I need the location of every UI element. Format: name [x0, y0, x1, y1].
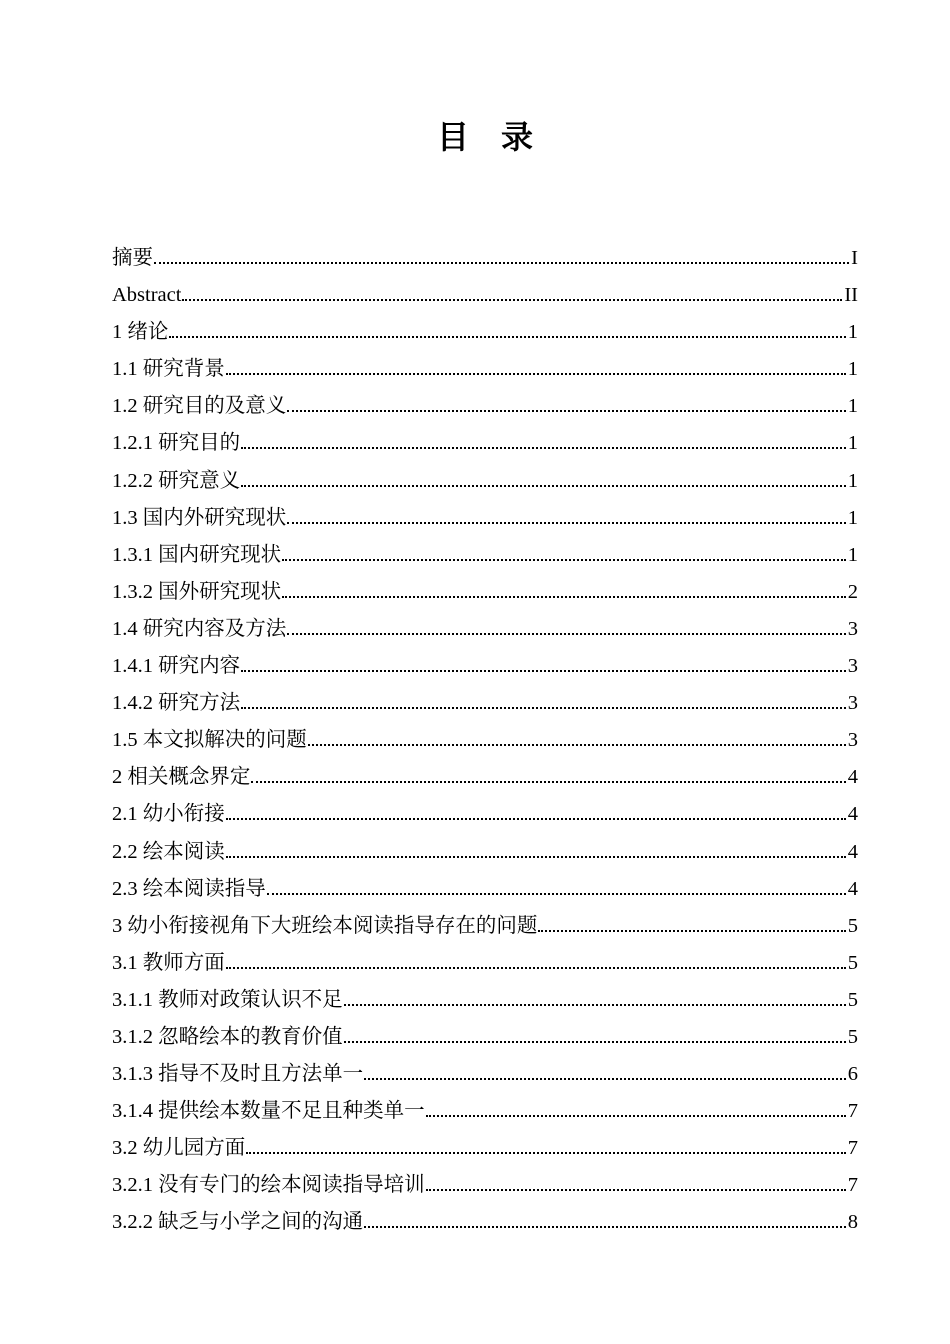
toc-page-number: 4 — [847, 803, 858, 826]
toc-entry[interactable] — [112, 240, 858, 277]
toc-page-number: 1 — [847, 358, 858, 381]
toc-entry[interactable] — [112, 1019, 858, 1056]
toc-page-number: 5 — [847, 988, 858, 1011]
toc-entry-label: 1.2.1 研究目的 — [112, 432, 241, 455]
toc-entry[interactable] — [112, 388, 858, 425]
toc-leader-dots — [241, 447, 846, 449]
toc-entry[interactable] — [112, 277, 858, 314]
toc-entry-label: 1.4.2 研究方法 — [112, 692, 241, 715]
toc-entry[interactable] — [112, 796, 858, 833]
toc-leader-dots — [287, 633, 846, 635]
toc-entry-label: 2.2 绘本阅读 — [112, 840, 225, 863]
toc-entry-label: 3.1.1 教师对政策认识不足 — [112, 988, 343, 1011]
toc-leader-dots — [344, 1004, 846, 1006]
toc-leader-dots — [182, 299, 842, 301]
toc-entry-label: 3.1.2 忽略绘本的教育价值 — [112, 1025, 343, 1048]
toc-page-number: 3 — [847, 729, 858, 752]
toc-page-number: 4 — [847, 840, 858, 863]
toc-leader-dots — [226, 967, 846, 969]
toc-entry[interactable] — [112, 500, 858, 537]
toc-leader-dots — [267, 893, 846, 895]
toc-page-number: 2 — [847, 580, 858, 603]
toc-leader-dots — [287, 522, 846, 524]
toc-entry-label: 3.2.1 没有专门的绘本阅读指导培训 — [112, 1174, 425, 1197]
toc-entry-label: 3.1.3 指导不及时且方法单一 — [112, 1063, 364, 1086]
toc-leader-dots — [246, 1152, 846, 1154]
toc-page-number: 7 — [847, 1137, 858, 1160]
toc-entry-label: 3 幼小衔接视角下大班绘本阅读指导存在的问题 — [112, 914, 538, 937]
toc-entry-label: 2 相关概念界定 — [112, 766, 251, 789]
toc-page-number: I — [851, 247, 858, 269]
toc-entry[interactable] — [112, 908, 858, 945]
toc-entry[interactable] — [112, 425, 858, 462]
toc-leader-dots — [251, 781, 845, 783]
toc-leader-dots — [226, 373, 846, 375]
toc-leader-dots — [241, 670, 846, 672]
toc-page-number: 1 — [847, 395, 858, 418]
toc-entry-label: 1.2.2 研究意义 — [112, 469, 241, 492]
toc-entry[interactable] — [112, 574, 858, 611]
toc-page-number: 4 — [847, 766, 858, 789]
toc-page-number: 1 — [847, 506, 858, 529]
toc-entry[interactable] — [112, 945, 858, 982]
toc-entry-label: 3.1.4 提供绘本数量不足且种类单一 — [112, 1100, 425, 1123]
toc-page-number: 5 — [847, 914, 858, 937]
toc-page-number: 3 — [847, 692, 858, 715]
toc-entry[interactable] — [112, 1167, 858, 1204]
toc-entry-label: 3.2.2 缺乏与小学之间的沟通 — [112, 1211, 364, 1234]
toc-entry-label: 1.5 本文拟解决的问题 — [112, 729, 307, 752]
toc-entry[interactable] — [112, 648, 858, 685]
toc-page-number: II — [844, 284, 858, 307]
toc-leader-dots — [287, 410, 846, 412]
toc-entry-label: 1 绪论 — [112, 321, 169, 344]
toc-entry[interactable] — [112, 759, 858, 796]
toc-entry-label: 1.3.2 国外研究现状 — [112, 580, 282, 603]
toc-entry-label: 1.3.1 国内研究现状 — [112, 543, 282, 566]
toc-entry[interactable] — [112, 1093, 858, 1130]
toc-leader-dots — [241, 485, 846, 487]
toc-entry-label: 1.3 国内外研究现状 — [112, 506, 287, 529]
toc-entry[interactable] — [112, 834, 858, 871]
toc-entry[interactable] — [112, 463, 858, 500]
toc-entry-label: 3.2 幼儿园方面 — [112, 1137, 246, 1160]
toc-leader-dots — [226, 856, 846, 858]
toc-leader-dots — [426, 1115, 846, 1117]
toc-leader-dots — [364, 1078, 846, 1080]
toc-entry[interactable] — [112, 611, 858, 648]
toc-entry-label: 1.1 研究背景 — [112, 358, 225, 381]
toc-leader-dots — [241, 707, 846, 709]
toc-page-number: 1 — [847, 321, 858, 344]
toc-entry[interactable] — [112, 351, 858, 388]
toc-page-number: 7 — [847, 1174, 858, 1197]
toc-page-number: 1 — [847, 543, 858, 566]
toc-entry-label: 摘要 — [112, 247, 153, 269]
toc-leader-dots — [538, 930, 845, 932]
toc-leader-dots — [364, 1226, 846, 1228]
toc-entry-label: 2.1 幼小衔接 — [112, 803, 225, 826]
toc-entry-label: Abstract — [112, 284, 182, 307]
toc-leader-dots — [282, 596, 846, 598]
toc-page-number: 4 — [847, 877, 858, 900]
toc-page-number: 6 — [847, 1063, 858, 1086]
toc-leader-dots — [426, 1189, 846, 1191]
toc-leader-dots — [308, 744, 846, 746]
toc-entry[interactable] — [112, 314, 858, 351]
toc-leader-dots — [169, 336, 845, 338]
toc-entry[interactable] — [112, 685, 858, 722]
toc-entry-label: 1.4.1 研究内容 — [112, 655, 241, 678]
toc-leader-dots — [282, 559, 846, 561]
toc-page-number: 1 — [847, 432, 858, 455]
toc-entry-label: 1.2 研究目的及意义 — [112, 395, 287, 418]
toc-entry[interactable] — [112, 537, 858, 574]
toc-list — [112, 240, 858, 1242]
toc-leader-dots — [154, 262, 849, 264]
toc-entry[interactable] — [112, 1130, 858, 1167]
page-title: 目 录 — [436, 119, 533, 155]
toc-entry[interactable] — [112, 1204, 858, 1241]
toc-page-number: 3 — [847, 617, 858, 640]
toc-page-number: 3 — [847, 655, 858, 678]
toc-entry[interactable] — [112, 722, 858, 759]
toc-entry-label: 1.4 研究内容及方法 — [112, 617, 287, 640]
toc-page-number: 5 — [847, 1025, 858, 1048]
toc-entry[interactable] — [112, 982, 858, 1019]
toc-entry-label: 2.3 绘本阅读指导 — [112, 877, 266, 900]
toc-leader-dots — [226, 818, 846, 820]
toc-page-number: 1 — [847, 469, 858, 492]
toc-page-number: 7 — [847, 1100, 858, 1123]
toc-entry[interactable] — [112, 871, 858, 908]
toc-leader-dots — [344, 1041, 846, 1043]
toc-entry[interactable] — [112, 1056, 858, 1093]
toc-page-number: 8 — [847, 1211, 858, 1234]
toc-page-number: 5 — [847, 951, 858, 974]
toc-entry-label: 3.1 教师方面 — [112, 951, 225, 974]
